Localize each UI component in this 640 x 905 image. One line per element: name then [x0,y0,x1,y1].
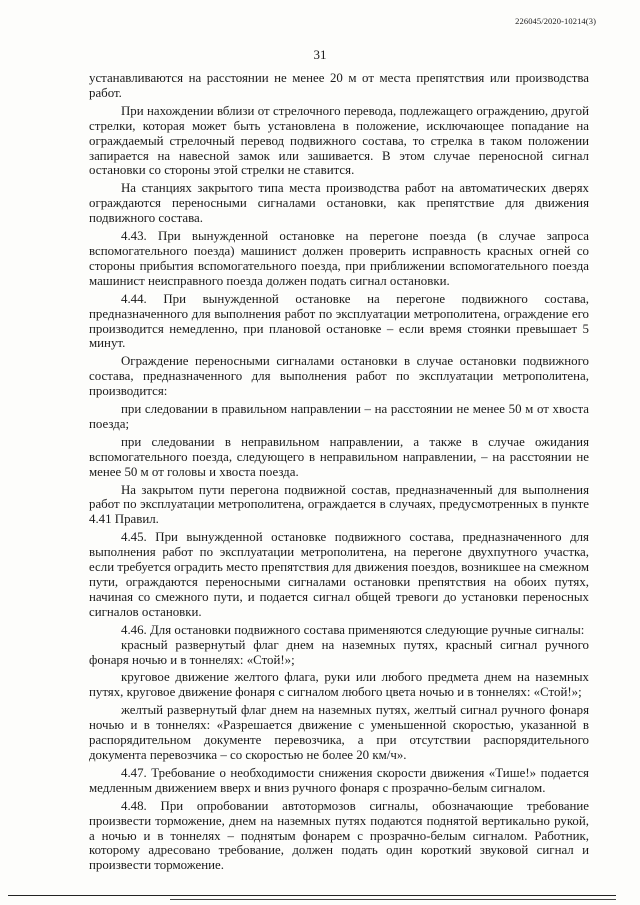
paragraph: 4.44. При вынужденной остановке на перегоне подвижного состава, предназначенного для выполнения работ по эксплуатации метрополитена, ограждение его производится немедленно, при плановой остановке – если время стоянки превышает 5 минут. [89,291,589,351]
paragraph: 4.45. При вынужденной остановке подвижного состава, предназначенного для выполнения работ по эксплуатации метрополитена, на перегоне двухпутного участка, если требуется оградить место препятствия для движения поездов, возникшее на смежном пути, ограждаются переносными сигналами остановки препятствия на обоих путях, начиная со смежного пути, и подается сигнал общей тревоги до установки переносных сигналов остановки. [89,530,589,619]
paragraph: 4.43. При вынужденной остановке на перегоне поезда (в случае запроса вспомогательного поезда) машинист должен проверить исправность красных огней со стороны прибытия вспомогательного поезда, при приближении вспомогательного поезда машинист неисправного поезда должен подать сигнал остановки. [89,229,589,288]
paragraph: При нахождении вблизи от стрелочного перевода, подлежащего ограждению, другой стрелки, которая может быть установлена в положение, исключающее попадание на ограждаемый стрелочный перевод подвижного состава, то стрелка в таком положении запирается на навесной замок или зашивается. В этом случае переносной сигнал остановки со стороны этой стрелки не ставится. [89,103,589,178]
paragraph: На станциях закрытого типа места производства работ на автоматических дверях ограждаются переносными сигналами остановки, как препятствие для движения подвижного состава. [89,181,589,226]
paragraph: 4.48. При опробовании автотормозов сигналы, обозначающие требование произвести торможение, днем на наземных путях подаются поднятой вертикально рукой, а ночью и в тоннелях – поднятым фонарем с прозрачно-белым сигналом. Работник, которому адресовано требование, должен подать один короткий звуковой сигнал и произвести торможение. [89,798,589,873]
document-id: 226045/2020-10214(3) [515,16,596,26]
paragraph: круговое движение желтого флага, руки или любого предмета днем на наземных путях, круговое движение фонаря с сигналом любого цвета ночью и в тоннелях: «Стой!»; [89,670,589,700]
paragraph: 4.46. Для остановки подвижного состава применяются следующие ручные сигналы: [121,622,585,637]
paragraph: желтый развернутый флаг днем на наземных путях, желтый сигнал ручного фонаря ночью и в тоннелях: «Разрешается движение с уменьшенной скоростью, указанной в распорядительном документе перевозчика, а при отсутствии распорядительного документа перевозчика – со скоростью не более 20 км/ч». [89,703,589,762]
paragraph: Ограждение переносными сигналами остановки в случае остановки подвижного состава, предназначенного для выполнения работ по эксплуатации метрополитена, производится: [89,354,589,399]
paragraph: красный развернутый флаг днем на наземных путях, красный сигнал ручного фонаря ночью и в тоннелях: «Стой!»; [89,637,589,667]
document-body [89,71,589,873]
page-number: 31 [313,47,327,62]
paragraph: при следовании в правильном направлении – на расстоянии не менее 50 м от хвоста поезда; [89,402,589,431]
paragraph: устанавливаются на расстоянии не менее 20 м от места препятствия или производства работ. [89,71,589,100]
scan-edge-line [170,899,616,900]
scan-edge-line [8,895,616,896]
paragraph: при следовании в неправильном направлении, а также в случае ожидания вспомогательного поезда, следующего в неправильном направлении, – на расстоянии не менее 50 м от головы и хвоста поезда. [89,434,589,479]
paragraph: 4.47. Требование о необходимости снижения скорости движения «Тише!» подается медленным движением вверх и вниз ручного фонаря с прозрачно-белым сигналом. [89,765,589,795]
paragraph: На закрытом пути перегона подвижной состав, предназначенный для выполнения работ по эксплуатации метрополитена, ограждается в случаях, предусмотренных в пункте 4.41 Правил. [89,482,589,527]
